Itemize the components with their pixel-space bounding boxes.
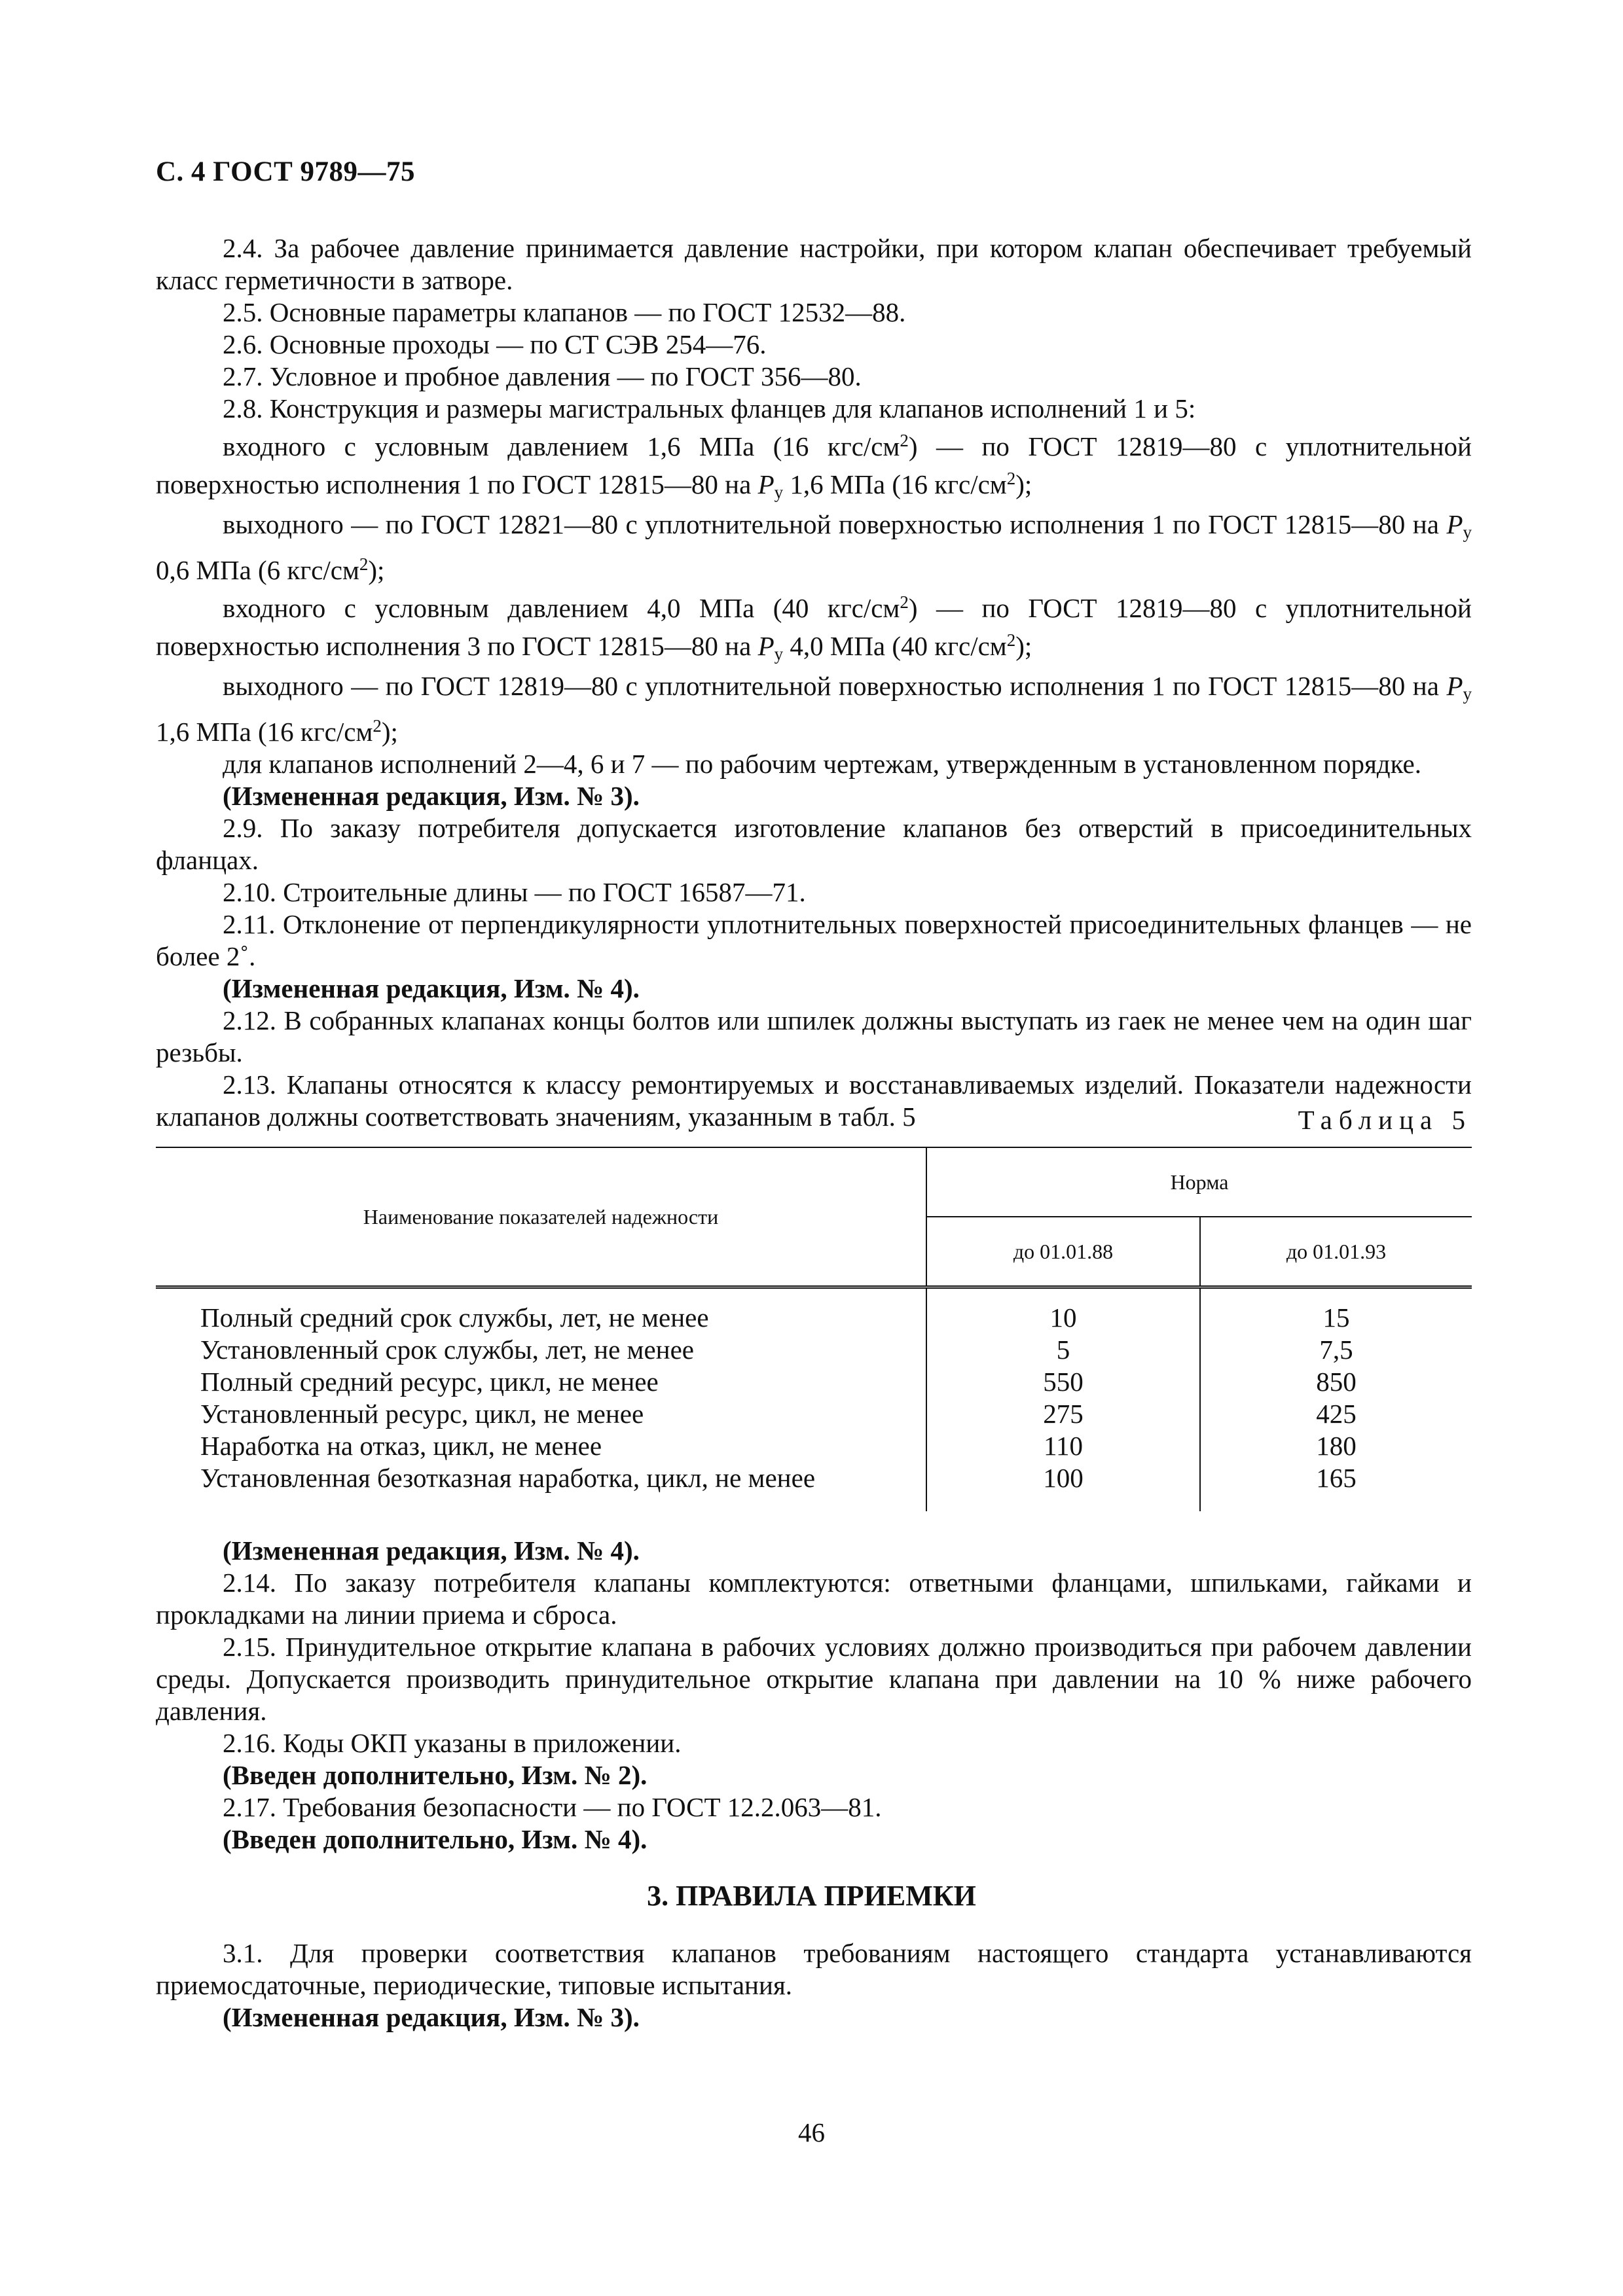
- paragraph-2-6: 2.6. Основные проходы — по СТ СЭВ 254—76.: [223, 329, 767, 359]
- flange-other: для клапанов исполнений 2—4, 6 и 7 — по рабочим чертежам, утвержденным в установленном порядке.: [223, 749, 1422, 779]
- section-2-top: [156, 232, 1472, 1133]
- row-value-88: 10: [926, 1287, 1200, 1335]
- paragraph-2-11: 2.11. Отклонение от перпендикулярности уплотнительных поверхностей присоединительных фланцев — не более 2˚.: [156, 909, 1472, 971]
- col-header-date-b: до 01.01.93: [1200, 1217, 1472, 1287]
- table-row: [156, 1334, 1472, 1366]
- section-3-title: 3. ПРАВИЛА ПРИЕМКИ: [647, 1880, 976, 1912]
- flange-outlet-1: выходного — по ГОСТ 12821—80 с уплотнительной поверхностью исполнения 1 по ГОСТ 12815—80 на $P_у$ 0,6 МПа (6 кгс/$см^2$);: [156, 509, 1472, 585]
- table-caption: Таблица 5: [1298, 1105, 1472, 1135]
- row-value-93: 15: [1200, 1287, 1472, 1335]
- paragraph-2-14: 2.14. По заказу потребителя клапаны комплектуются: ответными фланцами, шпильками, гайками и прокладками на линии приема и сброса.: [156, 1568, 1472, 1630]
- table-row: [156, 1398, 1472, 1430]
- flange-outlet-2: выходного — по ГОСТ 12819—80 с уплотнительной поверхностью исполнения 1 по ГОСТ 12815—80 на $P_у$ 1,6 МПа (16 кгс/$см^2$);: [156, 671, 1472, 747]
- col-header-date-a: до 01.01.88: [926, 1217, 1200, 1287]
- page-header: С. 4 ГОСТ 9789—75: [156, 156, 416, 187]
- paragraph-2-8: 2.8. Конструкция и размеры магистральных фланцев для клапанов исполнений 1 и 5:: [223, 393, 1196, 423]
- row-indicator-name: Установленный ресурс, цикл, не менее: [200, 1399, 644, 1429]
- amendment-note-2: (Введен дополнительно, Изм. № 2).: [223, 1760, 647, 1790]
- row-value-88: 110: [926, 1430, 1200, 1462]
- paragraph-2-15: 2.15. Принудительное открытие клапана в рабочих условиях должно производиться при рабочем давлении среды. Допускается производить принудительное открытие клапана при давлении на 10 % ниже рабочего давления.: [156, 1632, 1472, 1726]
- table-row: [156, 1287, 1472, 1335]
- row-value-93: 850: [1200, 1366, 1472, 1398]
- amendment-note-4a: (Измененная редакция, Изм. № 4).: [223, 973, 640, 1003]
- paragraph-2-10: 2.10. Строительные длины — по ГОСТ 16587—71.: [223, 877, 806, 907]
- row-indicator-name: Наработка на отказ, цикл, не менее: [200, 1431, 602, 1461]
- row-indicator-name: Установленная безотказная наработка, цикл, не менее: [200, 1463, 816, 1493]
- amendment-note-3a: (Измененная редакция, Изм. № 3).: [223, 781, 640, 811]
- paragraph-2-13: 2.13. Клапаны относятся к классу ремонтируемых и восстанавливаемых изделий. Показатели надежности клапанов должны соответствовать значениям, указанным в табл. 5: [156, 1069, 1472, 1132]
- flange-inlet-1: входного с условным давлением 1,6 МПа (16 кгс/$см^2$) — по ГОСТ 12819—80 с уплотнительной поверхностью исполнения 1 по ГОСТ 12815—80 на $P_у$ 1,6 МПа (16 кгс/$см^2$);: [156, 431, 1472, 502]
- paragraph-2-16: 2.16. Коды ОКП указаны в приложении.: [223, 1728, 682, 1758]
- paragraph-2-5: 2.5. Основные параметры клапанов — по ГОСТ 12532—88.: [223, 297, 906, 327]
- paragraph-2-12: 2.12. В собранных клапанах концы болтов или шпилек должны выступать из гаек не менее чем на один шаг резьбы.: [156, 1005, 1472, 1067]
- table-row: [156, 1430, 1472, 1462]
- amendment-note-3b: (Измененная редакция, Изм. № 3).: [223, 2002, 640, 2032]
- paragraph-3-1: 3.1. Для проверки соответствия клапанов требованиям настоящего стандарта устанавливаются приемосдаточные, периодические, типовые испытания.: [156, 1938, 1472, 2000]
- row-indicator-name: Полный средний срок службы, лет, не менее: [200, 1302, 709, 1333]
- row-value-88: 275: [926, 1398, 1200, 1430]
- row-indicator-name: Установленный срок службы, лет, не менее: [200, 1335, 694, 1365]
- row-value-93: 180: [1200, 1430, 1472, 1462]
- row-value-93: 7,5: [1200, 1334, 1472, 1366]
- row-value-93: 425: [1200, 1398, 1472, 1430]
- paragraph-2-17: 2.17. Требования безопасности — по ГОСТ 12.2.063—81.: [223, 1792, 882, 1822]
- amendment-note-4b: (Измененная редакция, Изм. № 4).: [223, 1535, 640, 1566]
- row-value-93: 165: [1200, 1462, 1472, 1511]
- paragraph-2-7: 2.7. Условное и пробное давления — по ГОСТ 356—80.: [223, 361, 862, 391]
- row-value-88: 5: [926, 1334, 1200, 1366]
- table-row: [156, 1462, 1472, 1511]
- table-row: [156, 1366, 1472, 1398]
- col-header-norm: Норма: [926, 1147, 1472, 1217]
- page-number: 46: [798, 2117, 825, 2147]
- amendment-note-4c: (Введен дополнительно, Изм. № 4).: [223, 1824, 647, 1854]
- section-3: [156, 1937, 1472, 2034]
- col-header-name: Наименование показателей надежности: [156, 1147, 926, 1287]
- flange-inlet-2: входного с условным давлением 4,0 МПа (40 кгс/$см^2$) — по ГОСТ 12819—80 с уплотнительной поверхностью исполнения 3 по ГОСТ 12815—80 на $P_у$ 4,0 МПа (40 кгс/$см^2$);: [156, 592, 1472, 664]
- paragraph-2-9: 2.9. По заказу потребителя допускается изготовление клапанов без отверстий в присоединительных фланцах.: [156, 813, 1472, 875]
- reliability-table: [156, 1147, 1472, 1511]
- section-2-bottom: [156, 1535, 1472, 1856]
- row-value-88: 550: [926, 1366, 1200, 1398]
- paragraph-2-4: 2.4. За рабочее давление принимается давление настройки, при котором клапан обеспечивает требуемый класс герметичности в затворе.: [156, 233, 1472, 295]
- row-indicator-name: Полный средний ресурс, цикл, не менее: [200, 1367, 659, 1397]
- row-value-88: 100: [926, 1462, 1200, 1511]
